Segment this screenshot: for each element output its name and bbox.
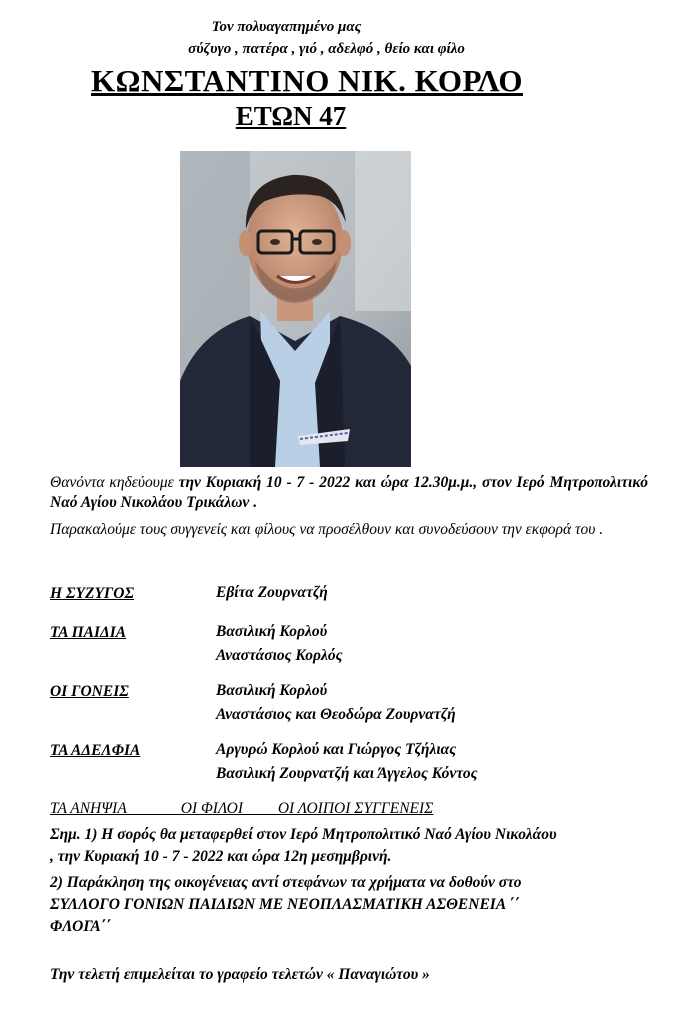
relative-label-parents: ΟΙ ΓΟΝΕΙΣ — [50, 683, 129, 700]
relative-label-children: ΤΑ ΠΑΙΔΙΑ — [50, 624, 127, 641]
note-2-line-2: ΣΥΛΛΟΓΟ ΓΟΝΙΩΝ ΠΑΙΔΙΩΝ ΜΕ ΝΕΟΠΛΑΣΜΑΤΙΚΗ ΑΣΘΕΝΕΙΑ ΄΄ — [50, 896, 520, 913]
funeral-home-credit: Την τελετή επιμελείται το γραφείο τελετών « Παναγιώτου » — [50, 966, 430, 983]
deceased-age: ΕΤΩΝ 47 — [235, 101, 347, 131]
intro-line-1: Τον πολυαγαπημένο μας — [211, 19, 362, 35]
relative-name: Εβίτα Ζουρνατζή — [216, 584, 328, 601]
announcement-intro: Θανόντα κηδεύουμε — [50, 474, 179, 491]
relative-label-siblings: ΤΑ ΑΔΕΛΦΙΑ — [50, 742, 141, 759]
relative-name: Αναστάσιος και Θεοδώρα Ζουρνατζή — [216, 706, 456, 723]
intro-line-2: σύζυγο , πατέρα , γιό , αδελφό , θείο και φίλο — [188, 41, 465, 57]
other-relatives-line: ΤΑ ΑΝΗΨΙΑ ΟΙ ΦΙΛΟΙ ΟΙ ΛΟΙΠΟΙ ΣΥΓΓΕΝΕΙΣ — [50, 800, 434, 817]
note-1 — [50, 824, 650, 868]
note-1-line-1: Σημ. 1) Η σορός θα μεταφερθεί στον Ιερό Μητροπολιτικό Ναό Αγίου Νικολάου — [50, 826, 557, 843]
announcement-details: την Κυριακή 10 - 7 - 2022 και ώρα 12.30μ.μ., στον Ιερό Μητροπολιτικό Ναό Αγίου Νικολάου Τρικάλων . — [50, 474, 648, 511]
note-2-line-1: 2) Παράκληση της οικογένειας αντί στεφάνων τα χρήματα να δοθούν στο — [50, 874, 522, 891]
relative-name: Βασιλική Κορλού — [216, 623, 328, 640]
portrait-photo — [180, 151, 411, 467]
note-1-line-2: , την Κυριακή 10 - 7 - 2022 και ώρα 12η μεσημβρινή. — [50, 848, 392, 865]
deceased-name: ΚΩΝΣΤΑΝΤΙΝΟ ΝΙΚ. ΚΟΡΛΟ — [91, 63, 523, 98]
funeral-announcement — [50, 473, 648, 513]
relative-name: Αργυρώ Κορλού και Γιώργος Τζήλιας — [216, 741, 457, 758]
attendance-request: Παρακαλούμε τους συγγενείς και φίλους να προσέλθουν και συνοδεύσουν την εκφορά του . — [50, 521, 604, 538]
note-2-line-3: ΦΛΟΓΑ΄΄ — [50, 918, 112, 935]
relative-name: Βασιλική Ζουρνατζή και Άγγελος Κόντος — [216, 765, 478, 782]
relative-name: Αναστάσιος Κορλός — [216, 647, 343, 664]
relative-name: Βασιλική Κορλού — [216, 682, 328, 699]
note-2 — [50, 872, 650, 938]
relative-label-spouse: Η ΣΥΖΥΓΟΣ — [50, 585, 135, 602]
